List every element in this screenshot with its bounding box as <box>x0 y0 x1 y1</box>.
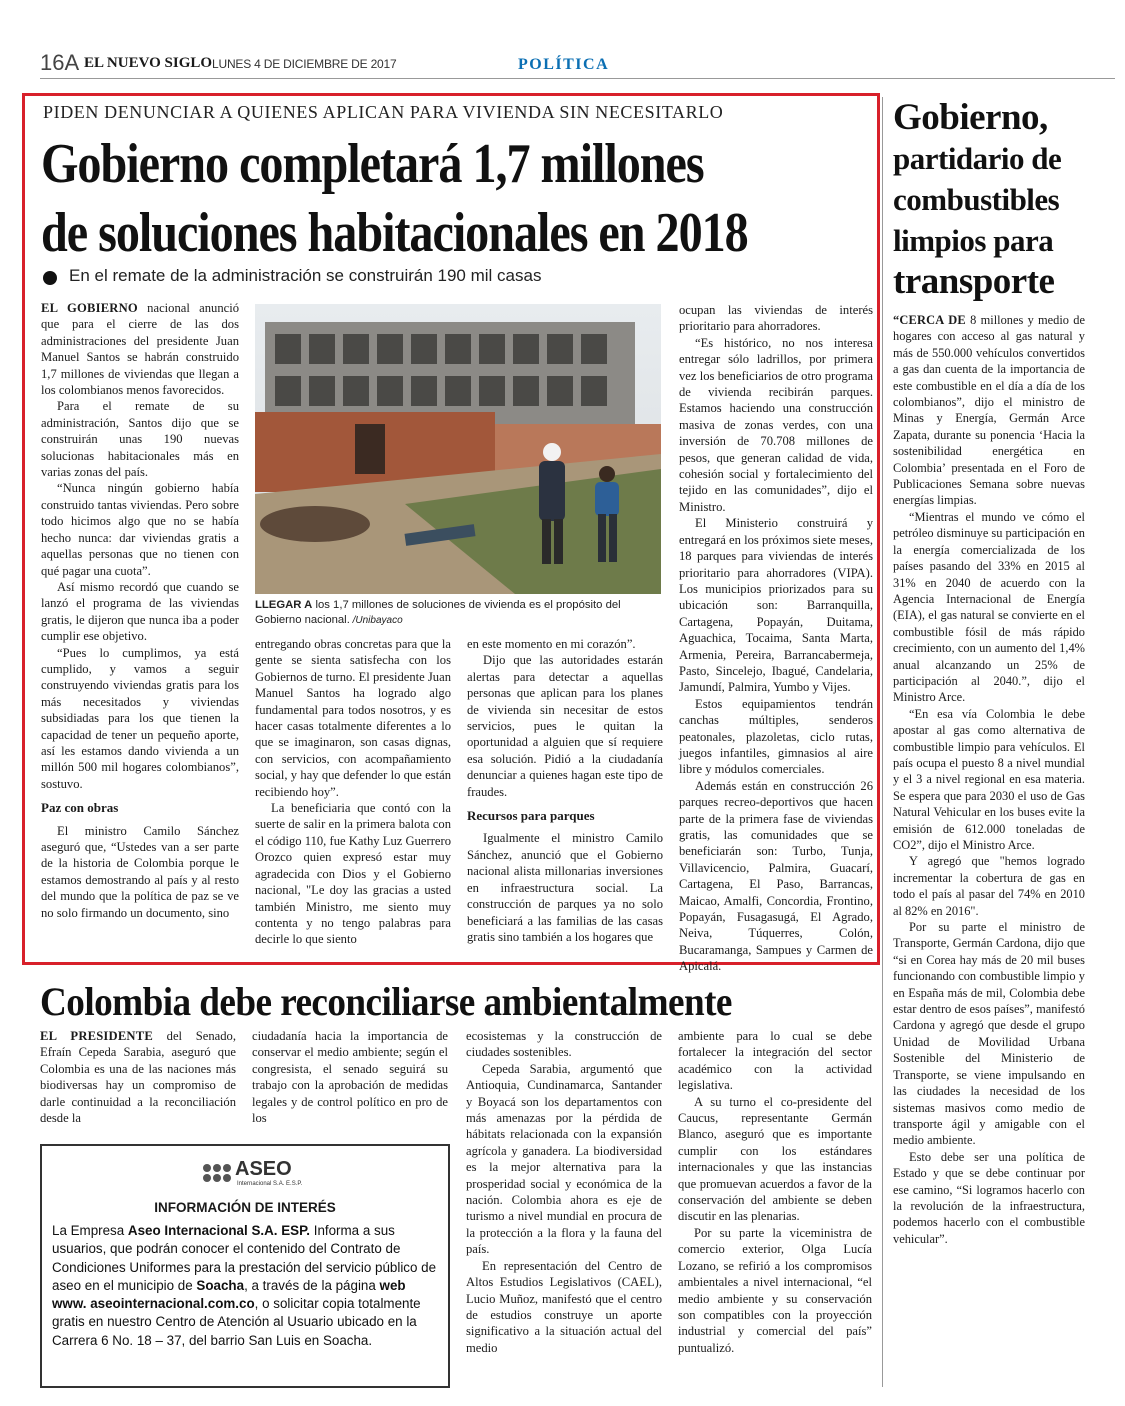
bullet-icon <box>43 271 57 285</box>
paragraph: La beneficiaria que contó con la suerte de salir en la primera balota con el código 110, fue Kathy Luz Guerrero Orozco quien expresó estar muy agradecida con Dios y el Gobierno nacional, "Le doy las gracias a usted también Ministro, me siento muy contenta y no tengo palabras para decirle lo que siento <box>255 801 451 947</box>
ad-text: , a través de la página <box>244 1277 380 1293</box>
issue-date: LUNES 4 DE DICIEMBRE DE 2017 <box>212 57 397 71</box>
bottom-column-2 <box>252 1028 448 1126</box>
paragraph: A su turno el co-presidente del Caucus, representante Germán Blanco, aseguró que es importante cumplir con los estándares internacionales y que las instancias que promuevan acuerdos a favor de la conservación del ambiente se deben discutir en las plenarias. <box>678 1094 872 1224</box>
lead-in: EL PRESIDENTE <box>40 1029 153 1043</box>
construction-photo <box>255 304 661 594</box>
paragraph: Para el remate de su administración, Santos dijo que se construirán unas 190 nuevas solucionas habitacionales más en varias zonas del país. <box>41 399 239 480</box>
ad-text: La Empresa <box>52 1223 128 1238</box>
lead-in: “CERCA DE <box>893 313 966 327</box>
paragraph: “Nunca ningún gobierno había construido tantas viviendas. Pero sobre todo hicimos algo que no se había hecho nunca: dar viviendas gratis a aquellas personas que no tienen con qué pagar una cuota”. <box>41 481 239 578</box>
paragraph: Igualmente el ministro Camilo Sánchez, anunció que el Gobierno nacional alista millonarias inversiones en infraestructura social. La construcción de parques ya no solo beneficiará a las familias de las casas gratis sino también a los hogares que <box>467 831 663 944</box>
section-subhead: Recursos para parques <box>467 808 595 824</box>
kicker: PIDEN DENUNCIAR A QUIENES APLICAN PARA VIVIENDA SIN NECESITARLO <box>43 102 724 122</box>
paragraph: Por su parte la viceministra de comercio exterior, Olga Lucía Lozano, se refirió a los compromisos ambientales a nivel internacional, “el medio ambiente y su conservación son compatibles con la proyección industrial y comercial del país” puntualizó. <box>678 1225 872 1355</box>
headline-line: partidario de <box>893 141 1062 176</box>
ad-municipality: Soacha <box>196 1277 245 1293</box>
logo-text: ASEO <box>235 1158 292 1180</box>
section-subhead: Paz con obras <box>41 800 119 816</box>
ad-text: , o solicitar copia totalmente gratis en nuestro Centro de Atención al Usuario ubicado en la Carrera 6 No. 18 – 37, del barrio San Luis en Soacha. <box>52 1296 421 1348</box>
lead-in: EL GOBIERNO <box>41 301 138 315</box>
caption-lead: LLEGAR A <box>255 599 313 611</box>
paragraph: En representación del Centro de Altos Estudios Legislativos (CAEL), Lucio Muñoz, manifestó que el centro de estudios construye un aporte significativo a la situación actual del medio <box>466 1258 662 1355</box>
ad-website: web www. aseointernacional.com.co <box>52 1277 406 1312</box>
paragraph: Y agregó que "hemos logrado incrementar la cobertura de gas en todo el país al pasar del 74% en 2010 al 82% en 2016". <box>893 854 1085 918</box>
ad-title: INFORMACIÓN DE INTERÉS <box>154 1200 336 1215</box>
headline-line-2: de soluciones habitacionales en 2018 <box>41 202 748 264</box>
logo-subtext: Internacional S.A. E.S.P. <box>237 1181 303 1187</box>
headline-line: combustibles <box>893 182 1060 217</box>
headline-line: limpios para <box>893 223 1054 258</box>
main-column-1 <box>41 300 239 921</box>
paragraph: Dijo que las autoridades estarán alertas para detectar a aquellas personas que aplican para los planes de vivienda sin necesitar de estos servicios, pues le quitan la oportunidad a alguien que sí requiere esa solución. Pidió a la ciudadanía denunciar a quienes hagan este tipo de fraudes. <box>467 653 663 799</box>
paragraph: ambiente para lo cual se debe fortalecer la integración del sector académico con la actividad legislativa. <box>678 1029 872 1093</box>
newspaper-name: EL NUEVO SIGLO <box>84 55 213 71</box>
right-headline <box>893 97 1108 302</box>
paragraph: Cepeda Sarabia, argumentó que Antioquia, Cundinamarca, Santander y Boyacá son los departamentos con más amenazas por la pérdida de hábitats relacionada con la expansión agrícola y ganadera. La biodiversidad es la mejor alternativa para la prosperidad social y económica de la nación. Colombia ahora es eje de turismo a nivel mundial en procura de la protección a la flora y la fauna del país. <box>466 1061 662 1257</box>
paragraph: El Ministerio construirá y entregará en los próximos siete meses, 18 parques para viviendas de interés prioritario para ahorradores (VIPA). Los municipios priorizados para su ubicación son: Barranquilla, Cartagena, Popayán, Duitama, Aguachica, Tocaima, Santa Marta, Armenia, Pereira, Barrancabermeja, Pasto, Sincelejo, Ibagué, Candelaria, Jamundí, Palmira, Yumbo y Vijes. <box>679 516 873 695</box>
paragraph: ecosistemas y la construcción de ciudades sostenibles. <box>466 1029 662 1060</box>
headline-line: transporte <box>893 261 1055 302</box>
paragraph: 8 millones y medio de hogares con acceso al gas natural y más de 550.000 vehículos convertidos a gas dan cuenta de la importancia de este combustible en el día a día de los colombianos”, dijo el ministro de Minas y Energía, Germán Arce Zapata, durante su ponencia ‘Hacia la sostenibilidad energética en Colombia’ presentada en el Foro de Publicaciones Semana sobre nuevas energías limpias. <box>893 313 1085 508</box>
column-divider <box>882 97 883 1387</box>
aseo-logo <box>197 1156 317 1196</box>
paragraph: nacional anunció que para el cierre de las dos administraciones del presidente Juan Manuel Santos se habrán construido 1,7 millones de viviendas que llegan a los colombianos menos favorecidos. <box>41 301 240 398</box>
paragraph: entregando obras concretas para que la gente se sienta satisfecha con los Gobiernos de turno. El presidente Juan Manuel Santos ha logrado algo fundamental para todos nosotros, y es hacer casas totalmente diferentes a lo que se imaginaron, son casas dignas, con servicios, con acompañamiento social, y hay que defender lo que están recibiendo hoy”. <box>255 637 451 799</box>
paragraph: “En esa vía Colombia le debe apostar al gas como alternativa de combustible limpio para vehículos. El país ocupa el puesto 8 a nivel mundial y el 3 a nivel regional en esa materia. Se espera que para 2030 el uso de Gas Natural Vehicular en los buses evite la emisión de 612.000 toneladas de CO2”, dijo el Ministro Arce. <box>893 706 1085 852</box>
paragraph: “Es histórico, no nos interesa entregar sólo ladrillos, por primera vez los beneficiarios de otro programa de vivienda recibirán parques. Estamos haciendo una construcción masiva de zonas verdes, con una inversión de 70.708 millones de pesos, que generan calidad de vida, cohesión social y fortalecimiento del tejido en las comunidades”, dijo el Ministro. <box>679 335 873 514</box>
paragraph: Además están en construcción 26 parques recreo-deportivos que hacen parte de la primera fase de viviendas gratis, las comunidades que se beneficiarán son: Turbo, Tunja, Villavicencio, Palmira, Guacarí, Cartagena, El Paso, Barrancas, Maicao, Amalfi, Concordia, Frontino, Popayán, Fusagasugá, El Agrado, Neiva, Túquerres, Colón, Bucaramanga, Sampues y Carmen de Apicalá. <box>679 778 873 974</box>
bottom-column-1 <box>40 1028 236 1126</box>
paragraph: Por su parte el ministro de Transporte, Germán Cardona, dijo que “si en Corea hay más de 20 mil buses funcionando con combustible limpio y en España más de mil, Colombia debe estar dentro de esos países”, manifestó Cardona y agregó que desde el grupo Unidad de Movilidad Urbana Sostenible del Ministerio de Transporte, se viene impulsando en las ciudades la necesidad de los sistemas masivos como medio de transporte ágil y amigable con el medio ambiente. <box>893 920 1085 1148</box>
paragraph: Estos equipamientos tendrán canchas múltiples, senderos peatonales, plazoletas, ciclo rutas, juegos infantiles, gimnasios al aire libre y módulos comerciales. <box>679 696 873 777</box>
photo-credit: /Unibayaco <box>349 615 403 626</box>
right-article-body <box>893 312 1085 1247</box>
paragraph: ciudadanía hacia la importancia de conservar el medio ambiente; según el congresista, el senado seguirá su trabajo con la aprobación de medidas legales y de control político en pro de los <box>252 1029 448 1126</box>
section-name: POLÍTICA <box>518 56 610 73</box>
paragraph: Así mismo recordó que cuando se lanzó el programa de las viviendas gratis, le dijeron que nunca iba a poder cumplir ese objetivo. <box>41 579 239 644</box>
bottom-column-4 <box>678 1028 872 1356</box>
main-article <box>22 93 880 974</box>
main-column-4 <box>679 302 873 975</box>
paragraph: “Pues lo cumplimos, ya está cumplido, y vamos a seguir construyendo viviendas gratis para los más necesitados y viviendas subsidiadas para los que tienen la capacidad de tener un pequeño aporte, así les estamos dando vivienda a un millón 500 mil hogares colombianos”, sostuvo. <box>41 645 239 791</box>
ad-company: Aseo Internacional S.A. ESP. <box>127 1223 310 1238</box>
advertisement <box>40 1144 450 1388</box>
ad-text: Informa a sus usuarios, que podrán conocer el contenido del Contrato de Condiciones Uniformes para la prestación del servicio público de aseo en el municipio de <box>52 1223 437 1293</box>
ad-body <box>52 1222 440 1350</box>
bottom-headline: Colombia debe reconciliarse ambientalmente <box>40 979 732 1024</box>
paragraph: Esto debe ser una política de Estado y que se debe continuar por ese camino, “Si logramos hacerlo con la revolución de la infraestructura, podemos hacerlo con el combustible vehicular”. <box>893 1149 1085 1246</box>
headline-line: Gobierno, <box>893 97 1048 138</box>
photo-caption <box>255 598 665 628</box>
paragraph: del Senado, Efraín Cepeda Sarabia, aseguró que Colombia es una de las naciones más biodiversas hay un compromiso de darle continuidad a la reconciliación desde la <box>40 1029 236 1126</box>
paragraph: ocupan las viviendas de interés prioritario para ahorradores. <box>679 303 873 334</box>
page-number: 16A <box>40 50 80 75</box>
page-header <box>40 50 1115 79</box>
main-column-2 <box>255 636 451 948</box>
headline-line-1: Gobierno completará 1,7 millones <box>41 133 704 195</box>
paragraph: “Mientras el mundo ve cómo el petróleo disminuye su participación en la energía comercializada de los países pasando del 33% en 2015 al 31% en 2040 de acuerdo con la Agencia Internacional de Energía (EIA), el gas natural se convierte en el combustible fósil de más rápido crecimiento, con un aumento del 1,4% anual alcanzando un 25% de participación al 2040.”, dijo el Ministro Arce. <box>893 509 1086 705</box>
subhead: En el remate de la administración se construirán 190 mil casas <box>69 266 542 285</box>
caption-text: los 1,7 millones de soluciones de vivienda es el propósito del Gobierno nacional. <box>255 599 621 626</box>
main-column-3 <box>467 636 663 945</box>
bottom-column-3 <box>466 1028 662 1356</box>
paragraph: El ministro Camilo Sánchez aseguró que, “Ustedes van a ser parte de la historia de Colombia porque le estamos demostrando al país y al resto del mundo que la política de paz se ve no solo firmando un documento, sino <box>41 823 239 920</box>
paragraph: en este momento en mi corazón”. <box>467 637 636 651</box>
